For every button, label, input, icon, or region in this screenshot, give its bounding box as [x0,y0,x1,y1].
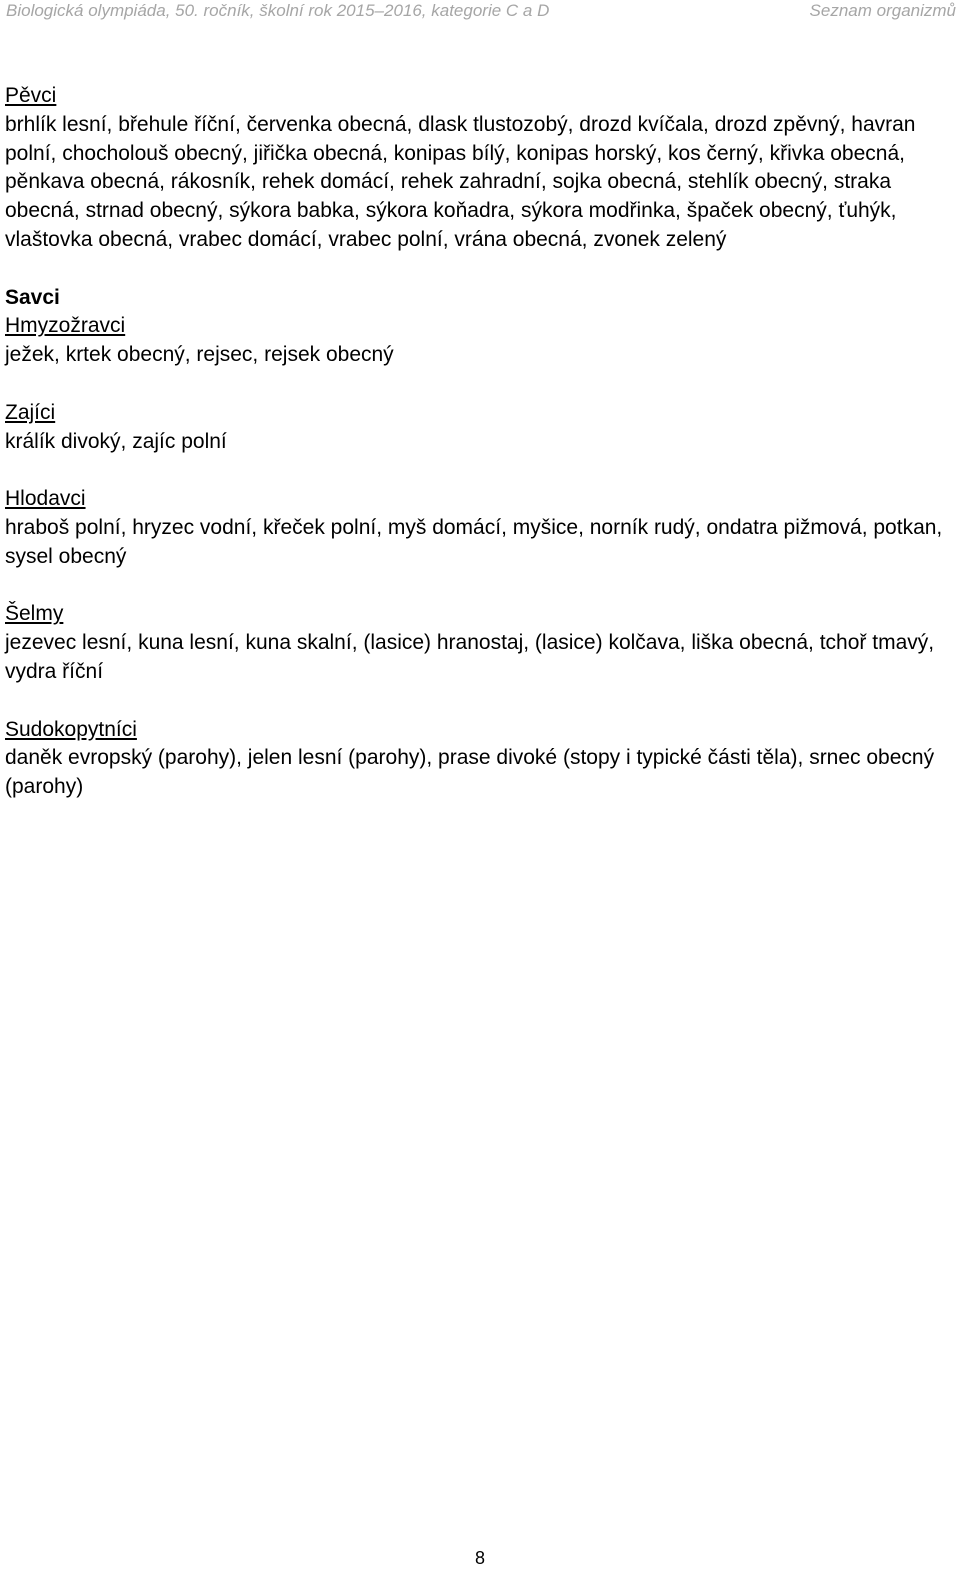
section-savci [5,284,950,802]
group-title-pevci: Pěvci [5,84,57,107]
page-number: 8 [474,1548,485,1568]
document-body [5,82,950,831]
class-title-savci: Savci [5,285,60,309]
group-title-sudokopytnici: Sudokopytníci [5,717,137,741]
species-list-pevci: brhlík lesní, břehule říční, červenka obecná, dlask tlustozobý, drozd kvíčala, drozd zpěvný, havran polní, chocholouš obecný, jiřička obecná, konipas bílý, konipas horský, kos černý, křivka obecná, pěnkava obecná, rákosník, rehek domácí, rehek zahradní, sojka obecná, stehlík obecný, straka obecná, strnad obecný, sýkora babka, sýkora koňadra, sýkora modřinka, špaček obecný, ťuhýk, vlaštovka obecná, vrabec domácí, vrabec polní, vrána obecná, zvonek zelený [5,112,916,251]
species-list-sudokopytnici: daněk evropský (parohy), jelen lesní (parohy), prase divoké (stopy i typické části těla), srnec obecný (parohy) [5,746,935,799]
group-title-hlodavci: Hlodavci [5,487,86,511]
header-section-name: Seznam organizmů [809,1,956,20]
species-list-hmyzozravci: ježek, krtek obecný, rejsec, rejsek obecný [5,343,394,367]
section-pevci [5,82,950,255]
section-selmy [5,600,950,686]
section-zajici [5,399,950,457]
page-header [0,0,960,24]
section-sudokopytnici [5,716,950,802]
species-list-selmy: jezevec lesní, kuna lesní, kuna skalní, (lasice) hranostaj, (lasice) kolčava, liška obecná, tchoř tmavý, vydra říční [5,631,935,683]
species-list-hlodavci: hraboš polní, hryzec vodní, křeček polní, myš domácí, myšice, norník rudý, ondatra pižmová, potkan, sysel obecný [5,515,943,568]
header-title: Biologická olympiáda, 50. ročník, školní rok 2015–2016, kategorie C a D [6,1,550,20]
section-hmyzozravci [5,312,950,370]
group-title-hmyzozravci: Hmyzožravci [5,314,126,338]
species-list-zajici: králík divoký, zajíc polní [5,429,227,453]
section-hlodavci [5,485,950,571]
group-title-selmy: Šelmy [5,602,64,626]
group-title-zajici: Zajíci [5,400,56,424]
